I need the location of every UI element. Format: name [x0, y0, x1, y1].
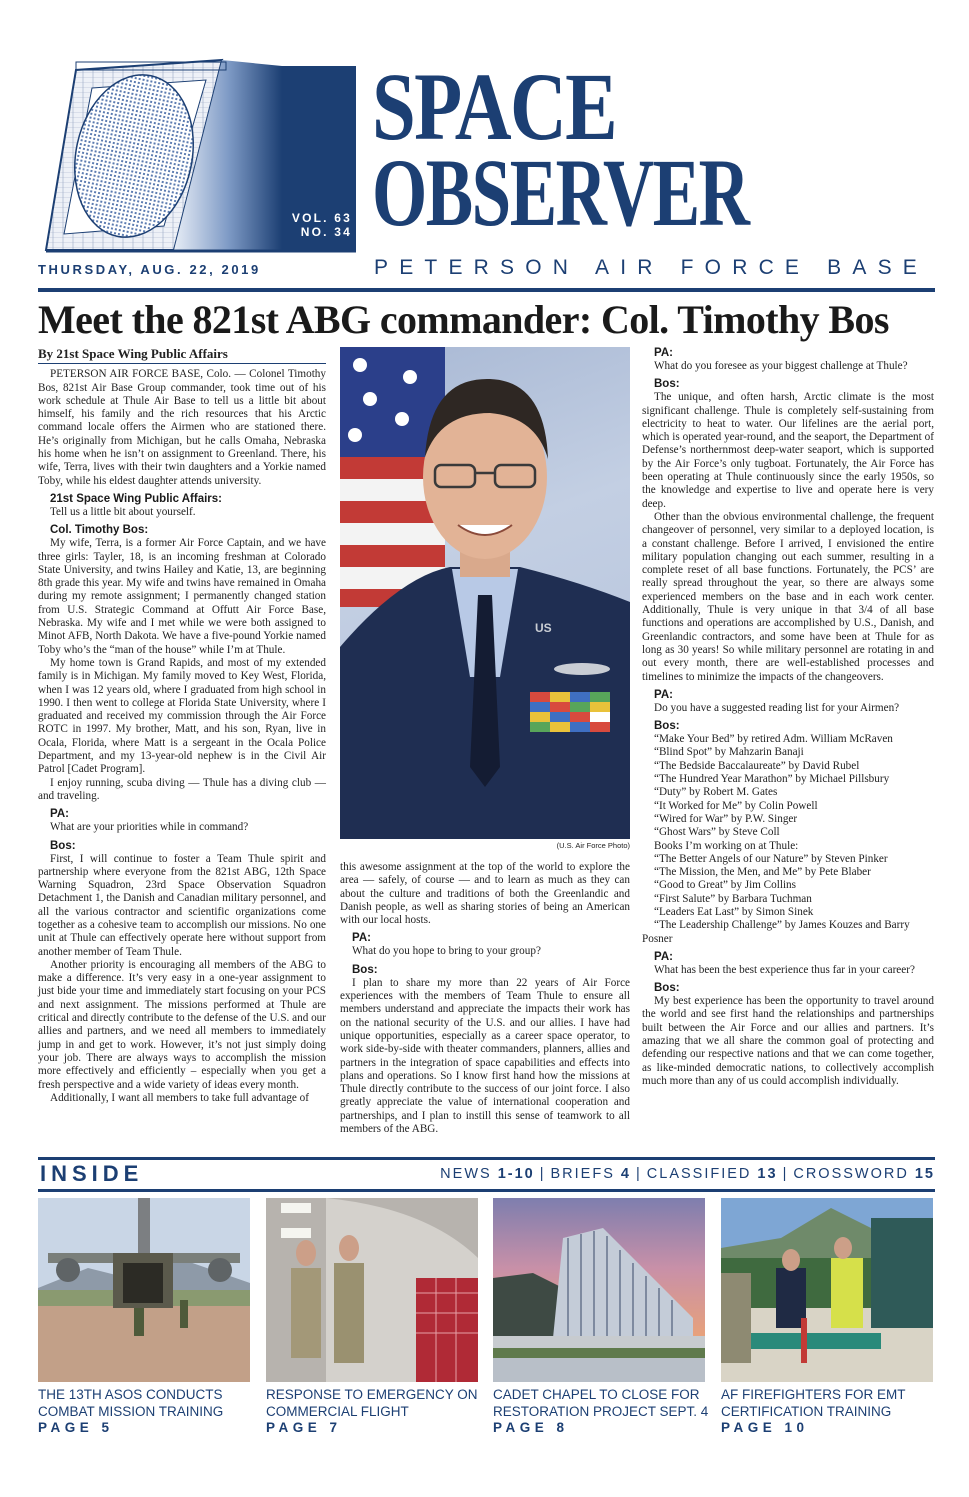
book-item: “Blind Spot” by Mahzarin Banaji — [654, 746, 804, 759]
volume-number — [270, 211, 352, 239]
question-text: What do you foresee as your biggest challenge at Thule? — [654, 360, 908, 372]
answer-label: Col. Timothy Bos: — [50, 524, 149, 537]
book-item: “Leaders Eat Last” by Simon Sinek — [654, 905, 814, 918]
answer-paragraph: I plan to share my more than 22 years of Air Force experiences with the members of Team Thule to ensure all members understand and appreciate the impacts their work has on the national security of the U.S. and our allies. I have had unique opportunities, especially as a career space operator, to work side-by-side with theater commanders, planners, allies and partners in the integration of space capabilities and effects into plans and operations. So I know first hand how the missions at Thule directly contribute to the success of our joint force. I also greatly appreciate the value of international cooperation and partnerships, and I plan to instill this sense of teamwork to all members of the ABG. — [340, 976, 630, 1136]
article-byline: By 21st Space Wing Public Affairs — [38, 347, 326, 364]
answer-label: Bos: — [654, 378, 680, 391]
index-crossword[interactable]: CROSSWORD 15 — [793, 1166, 935, 1182]
book-item: “First Salute” by Barbara Tuchman — [654, 892, 812, 905]
inside-index — [440, 1166, 935, 1182]
teaser-page-ref: PAGE 8 — [493, 1420, 569, 1435]
answer-paragraph: Another priority is encouraging all members of the ABG to make a difference. It’s very easy in a one-year assignment to just bide your time and immediately start focusing on your PCS and next assignment. The missions performed at Thule are critical and directly contribute to the defense of the U.S. and our allies and partners, and we need all members to immediately jump in and get to work. However, it’s not just simply doing your job. There are always ways to accomplish the mission more effectively and efficiently – especially when you get a fresh perspective and a wide variety of ideas every month. — [38, 958, 326, 1091]
answer-label: Bos: — [50, 839, 76, 852]
teaser-photo-aircraft-cabin — [266, 1198, 478, 1382]
teaser-page-ref: PAGE 7 — [266, 1420, 342, 1435]
answer-paragraph: My home town is Grand Rapids, and most of my extended family is in Michigan. My family moved to Key West, Florida, when I was 12 years old, where I graduated from high school in 1990. I then went to college at Florida State University, where I graduated and received my commission through the Air Force ROTC in 1997. My brother, Matt, and his son, Ryan, live in Ocala, Florida, where Matt is a sergeant in the Ocala Police Department, and my 13-year-old nephew is in the Civil Air Patrol [Cadet Program]. — [38, 656, 326, 776]
inside-label: INSIDE — [40, 1161, 144, 1186]
question-text: Tell us a little bit about yourself. — [50, 505, 196, 518]
article-column-2 — [340, 861, 630, 1136]
answer-paragraph: The unique, and often harsh, Arctic climate is the most significant challenge. Thule is completely self-sustaining from electricity to heat to water. Our lifelines are the aerial port, which is operated year-round, and the seaport, the Department of Defense’s northernmost deep-water seaport, which is supported by the Air Force’s only tugboat. Fortunately, the Air Force has been operating at Thule continuously since the early 1950s, so the knowledge and expertise to live and operate here is very deep. — [642, 391, 934, 510]
book-item: “The Bedside Baccalaureate” by David Rubel — [654, 759, 860, 772]
answer-paragraph: First, I will continue to foster a Team Thule spirit and partnership where everyone from the 821st ABG, 12th Space Warning Squadron, 23rd Space Observation Squadron Detachment 1, the Danish and Canadian military personnel, and all the various contractor and scientific organizations come together as a cohesive team to accomplish our missions. No one unit at Thule can effectively operate here without support from another member of Team Thule. — [38, 852, 326, 958]
question-label: PA: — [654, 688, 673, 701]
question-label: PA: — [352, 932, 371, 945]
masthead-divider — [38, 288, 935, 292]
title-line-1: SPACE — [372, 53, 617, 160]
commander-portrait-photo — [340, 347, 630, 839]
index-separator: | — [636, 1166, 642, 1182]
publication-subtitle: PETERSON AIR FORCE BASE — [374, 256, 928, 279]
teaser-headline: RESPONSE TO EMERGENCY ON COMMERCIAL FLIGHT — [266, 1387, 478, 1419]
answer-paragraph: this awesome assignment at the top of the world to explore the area — safely, of course — and to learn as much as they can about the culture and traditions of both the Greenlandic and Danish people, as well as sharing stories of being an American with our local hosts. — [340, 861, 630, 927]
book-item: “The Mission, the Men, and Me” by Pete Blaber — [654, 866, 871, 879]
index-classified[interactable]: CLASSIFIED 13 — [646, 1166, 778, 1182]
article-column-1 — [38, 347, 326, 1105]
answer-paragraph: Additionally, I want all members to take full advantage of — [50, 1091, 309, 1104]
publication-title — [372, 53, 934, 246]
question-text: What has been the best experience thus far in your career? — [654, 963, 915, 976]
teaser-emergency-flight[interactable] — [266, 1198, 478, 1436]
book-item: “Good to Great” by Jim Collins — [654, 879, 797, 892]
teaser-photo-chapel — [493, 1198, 705, 1382]
answer-label: Bos: — [352, 963, 378, 976]
reading-list-subhead: Books I’m working on at Thule: — [654, 839, 799, 852]
question-text: What do you hope to bring to your group? — [352, 945, 541, 958]
book-item: “Wired for War” by P.W. Singer — [654, 812, 798, 825]
inside-bottom-rule — [38, 1189, 935, 1192]
question-label: PA: — [50, 808, 69, 821]
book-item: “The Leadership Challenge” by James Kouzes and Barry Posner — [642, 919, 910, 945]
index-briefs[interactable]: BRIEFS 4 — [550, 1166, 631, 1182]
book-item: “Ghost Wars” by Steve Coll — [654, 826, 780, 839]
answer-paragraph: I enjoy running, scuba diving — Thule has a diving club — and traveling. — [38, 776, 326, 802]
answer-paragraph: My best experience has been the opportunity to travel around the world and see first hand the relationships and partnerships built between the Air Force and our allies and partners. It’s amazing that we all share the common goal of protecting and defending our respective nations and that we can come together, as like-minded democratic nations, to collectively accomplish much more than any of us could accomplish individually. — [642, 995, 934, 1087]
reading-list — [642, 733, 934, 946]
article-column-3 — [642, 347, 934, 1088]
question-label: PA: — [654, 347, 673, 359]
issue-label: NO. 34 — [300, 225, 352, 239]
book-item: “Make Your Bed” by retired Adm. William McRaven — [654, 733, 893, 746]
answer-label: Bos: — [654, 720, 680, 733]
book-item: “The Better Angels of our Nature” by Steven Pinker — [654, 852, 888, 865]
answer-paragraph: Other than the obvious environmental challenge, the frequent changeover of personnel, very similar to a deployed location, is a constant challenge. Before I arrived, I envisioned the entire military population changing out each summer, resulting in a complete reset of all base functions. Fortunately, the PCS’ are really spread throughout the year, so there are always some experienced members on the base and in each work center. Additionally, Thule is very unique in that 3/4 of all base functions and operations are accomplished by U.S., Danish, and Greenlandic contractors, and some have been at Thule for as long as 30 years! So while military personnel are rotating in and out every month, there are well-established processes and timelines to minimize the impacts of the changeovers. — [642, 510, 934, 683]
portrait-illustration — [340, 347, 630, 839]
teaser-page-ref: PAGE 10 — [721, 1420, 809, 1435]
teaser-firefighters-emt[interactable] — [721, 1198, 933, 1436]
index-news[interactable]: NEWS 1-10 — [440, 1166, 535, 1182]
question-label: 21st Space Wing Public Affairs: — [50, 492, 223, 505]
question-text: Do you have a suggested reading list for your Airmen? — [654, 701, 900, 714]
teaser-asos-training[interactable] — [38, 1198, 250, 1436]
photo-credit: (U.S. Air Force Photo) — [556, 841, 630, 850]
volume-label: VOL. 63 — [291, 211, 352, 225]
teaser-headline: AF FIREFIGHTERS FOR EMT CERTIFICATION TRAINING — [721, 1387, 906, 1419]
teaser-photo-aircraft — [38, 1198, 250, 1382]
article-headline: Meet the 821st ABG commander: Col. Timothy Bos — [38, 297, 889, 342]
teaser-cadet-chapel[interactable] — [493, 1198, 709, 1436]
svg-text:US: US — [535, 621, 552, 635]
book-item: “The Hundred Year Marathon” by Michael Pillsbury — [654, 773, 890, 786]
inside-top-rule — [38, 1157, 935, 1160]
teaser-headline: THE 13TH ASOS CONDUCTS COMBAT MISSION TRAINING — [38, 1387, 224, 1419]
index-separator: | — [782, 1166, 789, 1182]
question-label: PA: — [654, 950, 673, 963]
teaser-page-ref: PAGE 5 — [38, 1420, 114, 1435]
title-line-2: OBSERVER — [372, 139, 749, 246]
question-text: What are your priorities while in command? — [50, 821, 249, 834]
issue-date: THURSDAY, AUG. 22, 2019 — [38, 262, 261, 277]
teaser-photo-emt — [721, 1198, 933, 1382]
book-item: “It Worked for Me” by Colin Powell — [654, 799, 818, 812]
book-item: “Duty” by Robert M. Gates — [654, 786, 778, 799]
answer-paragraph: My wife, Terra, is a former Air Force Captain, and we have three girls: Tayler, 18, is an incoming freshman at Colorado State University, and twins Hailey and Katie, 13, are beginning 8th grade this year. My wife and twins have remained in Omaha during my remote assignment; I permanently changed station from U.S. Strategic Command at Offutt Air Force Base, Nebraska. My wife and I met while we were both assigned to Minot AFB, North Dakota. We have a five-pound Yorkie named Toby who’s the “man of the house” while I’m at Thule. — [38, 537, 326, 656]
article-lede: PETERSON AIR FORCE BASE, Colo. — Colonel Timothy Bos, 821st Air Base Group commander, took time out of his work schedule at Thule Air Base to tell us a little bit about himself, his family and the rich resources that his Arctic command locale offers the Airmen who are stationed there. He’s originally from Michigan, but he calls Omaha, Nebraska his home when he isn’t on assignment to Greenland. There, his wife, Terra, lives with their twin daughters and a Yorkie named Toby, while his eldest daughter attends university. — [38, 368, 326, 487]
index-separator: | — [539, 1166, 546, 1182]
answer-label: Bos: — [654, 982, 680, 995]
teaser-headline: CADET CHAPEL TO CLOSE FOR RESTORATION PROJECT SEPT. 4 — [493, 1387, 709, 1419]
